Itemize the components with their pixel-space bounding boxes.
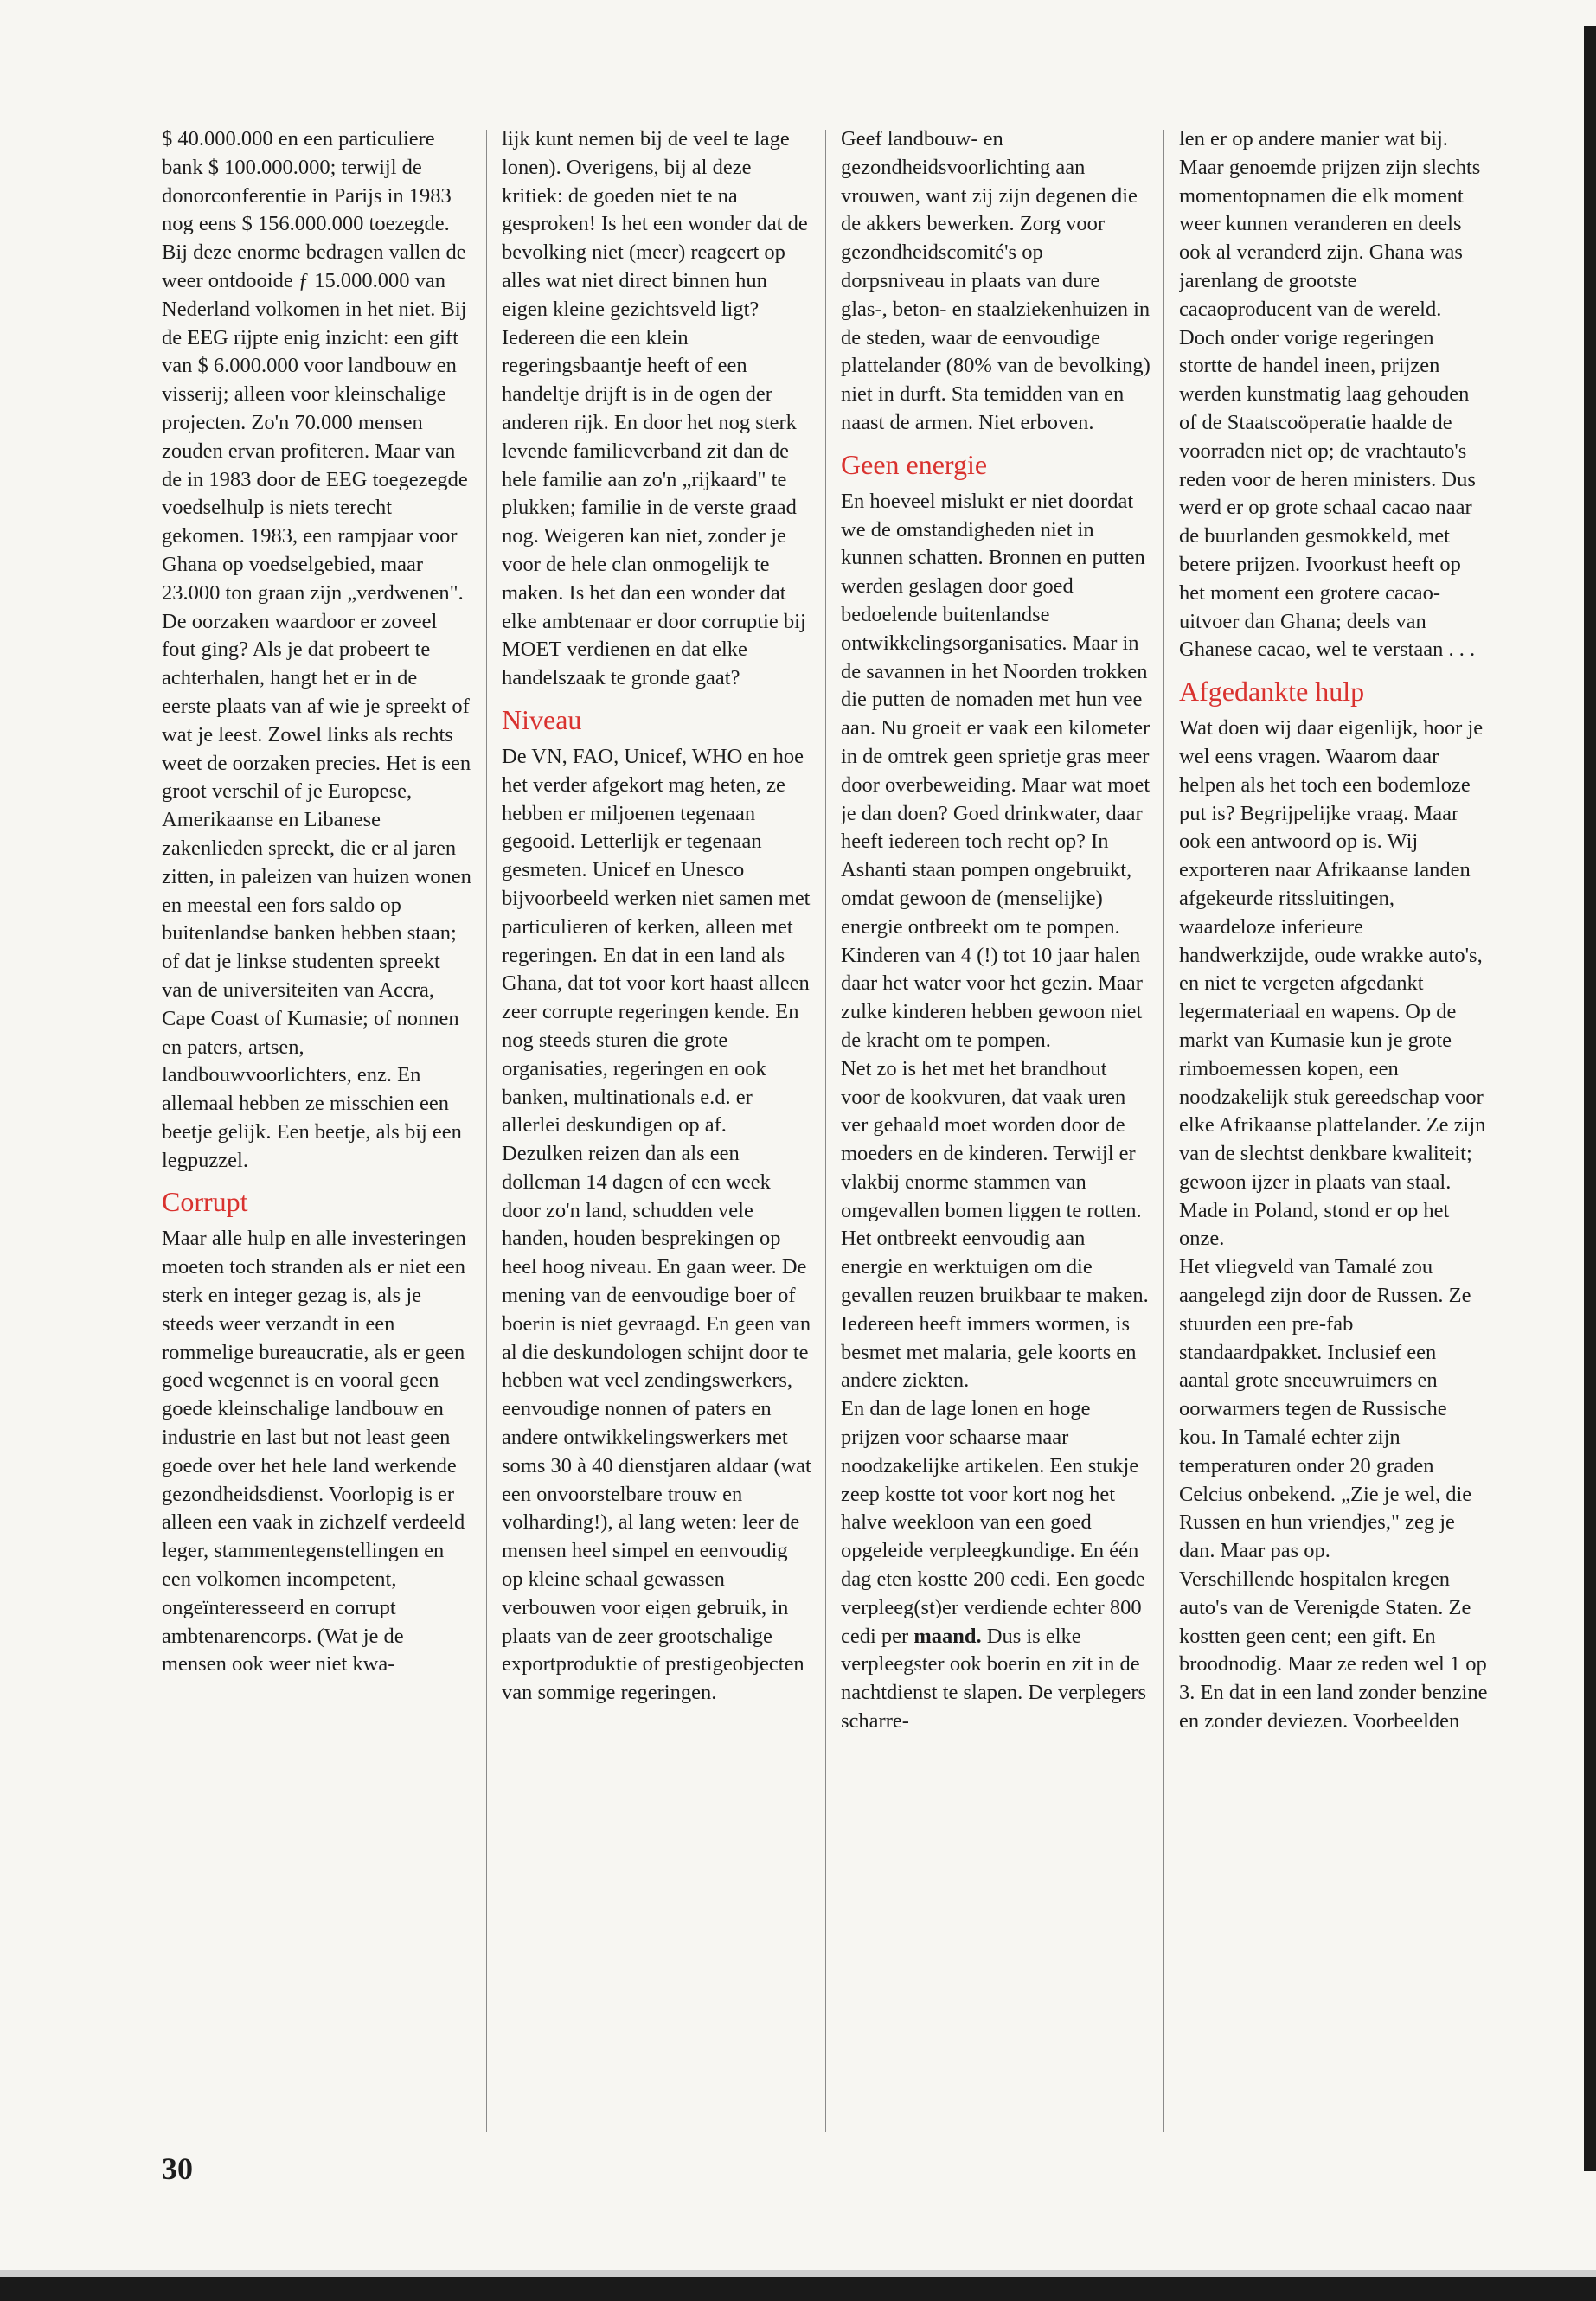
scan-edge-right xyxy=(1584,26,1596,2171)
bold-word: maand. xyxy=(913,1624,982,1648)
paragraph: Verschillende hospitalen kregen auto's van de Verenigde Staten. Ze kostten geen cent; een gift. En broodnodig. Maar ze reden wel 1 op 3. En dat in een land zonder benzine en zonder deviezen. Voorbeelden xyxy=(1179,1567,1488,1734)
section-heading-corrupt: Corrupt xyxy=(162,1186,248,1218)
paragraph: Maar alle hulp en alle investeringen moeten toch stranden als er niet een sterk en integer gezag is, als je steeds weer verzandt in een rommelige bureaucratie, als er geen goed wegennet is en vooral geen goede kleinschalige landbouw en industrie en last but not least geen goede over het hele land werkende gezondheidsdienst. Voorlopig is er alleen een vaak in zichzelf verdeeld leger, stammentegenstellingen en een volkomen incompetent, ongeïnteresseerd en corrupt ambtenarencorps. (Wat je de mensen ook weer niet kwa- xyxy=(162,1227,466,1676)
column-4 xyxy=(1179,125,1489,1736)
paragraph-text: Dus is elke verpleegster ook boerin en zit in de nachtdienst te slapen. De verplegers scharre- xyxy=(841,1624,1147,1734)
column-divider xyxy=(825,130,826,2132)
column-2 xyxy=(502,125,811,1708)
section-heading-geen-energie: Geen energie xyxy=(841,448,988,480)
scan-edge-bottom-light xyxy=(0,2270,1596,2277)
column-divider xyxy=(486,130,487,2132)
paragraph: En hoeveel mislukt er niet doordat we de omstandigheden niet in kunnen schatten. Bronnen en putten werden geslagen door goed bedoelende buitenlandse ontwikkelingsorganisaties. Maar in de savannen in het Noorden trokken die putten de nomaden met hun vee aan. Nu groeit er vaak een kilometer in de omtrek geen sprietje gras meer door overbeweiding. Maar wat moet je dan doen? Goed drinkwater, daar heeft iedereen toch recht op? In Ashanti staan pompen ongebruikt, omdat gewoon de (menselijke) energie ontbreekt om te pompen. Kinderen van 4 (!) tot 10 jaar halen daar het water voor het gezin. Maar zulke kinderen hebben gewoon niet de kracht om te pompen. xyxy=(841,489,1151,1052)
paragraph: Net zo is het met het brandhout voor de kookvuren, dat vaak uren ver gehaald moet worden door de moeders en de kinderen. Terwijl er vlakbij enorme stammen van omgevallen bomen liggen te rotten. Het ontbreekt eenvoudig aan energie en werktuigen om die gevallen reuzen bruikbaar te maken. Iedereen heeft immers wormen, is besmet met malaria, gele koorts en andere ziekten. xyxy=(841,1056,1149,1393)
column-3 xyxy=(841,125,1151,1736)
paragraph: Geef landbouw- en gezondheidsvoorlichting aan vrouwen, want zij zijn degenen die de akkers bewerken. Zorg voor gezondheidscomité's op dorpsniveau in plaats van dure glas-, beton- en staalziekenhuizen in de steden, waar de eenvoudige plattelander (80% van de bevolking) niet in durft. Sta temidden van en naast de armen. Niet erboven. xyxy=(841,127,1151,434)
paragraph-text: En dan de lage lonen en hoge prijzen voor schaarse maar noodzakelijke artikelen. Een stukje zeep kostte tot voor kort nog het halve weekloon van een goed opgeleide verpleegkundige. En één dag eten kostte 200 cedi. Een goede verpleeg(st)er verdiende echter 800 cedi per xyxy=(841,1397,1145,1648)
scan-edge-bottom xyxy=(0,2277,1596,2301)
paragraph: Het vliegveld van Tamalé zou aangelegd zijn door de Russen. Ze stuurden een pre-fab standaardpakket. Inclusief een aantal grote sneeuwruimers en oorwarmers tegen de Russische kou. In Tamalé echter zijn temperaturen onder 20 graden Celcius onbekend. „Zie je wel, die Russen en hun vriendjes," zeg je dan. Maar pas op. xyxy=(1179,1255,1472,1563)
section-heading-afgedankte-hulp: Afgedankte hulp xyxy=(1179,676,1365,708)
paragraph: len er op andere manier wat bij. Maar genoemde prijzen zijn slechts momentopnamen die elk moment weer kunnen veranderen en deels ook al veranderd zijn. Ghana was jarenlang de grootste cacaoproducent van de wereld. Doch onder vorige regeringen stortte de handel ineen, prijzen werden kunstmatig laag gehouden of de Staatscoöperatie haalde de voorraden niet op; de vrachtauto's reden voor de heren ministers. Dus werd er op grote schaal cacao naar de buurlanden gesmokkeld, met betere prijzen. Ivoorkust heeft op het moment een grotere cacao-uitvoer dan Ghana; deels van Ghanese cacao, wel te verstaan . . . xyxy=(1179,127,1481,662)
paragraph: lijk kunt nemen bij de veel te lage lonen). Overigens, bij al deze kritiek: de goeden niet te na gesproken! Is het een wonder dat de bevolking niet (meer) reageert op alles wat niet direct binnen hun eigen kleine gezichtsveld ligt? xyxy=(502,127,808,321)
paragraph xyxy=(841,1395,1151,1736)
page-number: 30 xyxy=(162,2151,193,2186)
paragraph: Wat doen wij daar eigenlijk, hoor je wel eens vragen. Waarom daar helpen als het toch een bodemloze put is? Begrijpelijke vraag. Maar ook een antwoord op is. Wij exporteren naar Afrikaanse landen afgekeurde ritssluitingen, waardeloze inferieure handwerkzijde, oude wrakke auto's, en niet te vergeten afgedankt legermateriaal en wapens. Op de markt van Kumasie kun je grote rimboemessen kopen, een noodzakelijk stuk gereedschap voor elke Afrikaanse plattelander. Ze zijn van de slechtst denkbare kwaliteit; gewoon ijzer in plaats van staal. Made in Poland, stond er op het onze. xyxy=(1179,716,1486,1251)
paragraph: De VN, FAO, Unicef, WHO en hoe het verder afgekort mag heten, ze hebben er miljoenen tegenaan gegooid. Letterlijk er tegenaan gesmeten. Unicef en Unesco bijvoorbeeld werken niet samen met particulieren of kerken, alleen met regeringen. En dat in een land als Ghana, dat tot voor kort haast alleen zeer corrupte regeringen kende. En nog steeds sturen die grote organisaties, regeringen en ook banken, multinationals e.d. er allerlei deskundigen op af. Dezulken reizen dan als een dolleman 14 dagen of een week door zo'n land, schudden vele handen, houden besprekingen op heel hoog niveau. En gaan weer. De mening van de eenvoudige boer of boerin is niet gevraagd. En geen van al die deskundologen schijnt door te hebben wat veel zendingswerkers, eenvoudige nonnen of paters en andere ontwikkelingswerkers met soms 30 à 40 dienstjaren aldaar (wat een onvoorstelbare trouw en volharding!), al lang weten: leer de mensen heel simpel en eenvoudig op kleine schaal gewassen verbouwen voor eigen gebruik, in plaats van de zeer grootschalige exportproduktie of prestigeobjecten van sommige regeringen. xyxy=(502,744,811,1705)
paragraph: $ 40.000.000 en een particuliere bank $ 100.000.000; terwijl de donorconferentie in Parijs in 1983 nog eens $ 156.000.000 toezegde. Bij deze enorme bedragen vallen de weer ontdooide ƒ 15.000.000 van Nederland volkomen in het niet. Bij de EEG rijpte enig inzicht: een gift van $ 6.000.000 voor landbouw en visserij; alleen voor kleinschalige projecten. Zo'n 70.000 mensen zouden ervan profiteren. Maar van de in 1983 door de EEG toegezegde voedselhulp is niets terecht gekomen. 1983, een rampjaar voor Ghana op voedselgebied, maar 23.000 ton graan zijn „verdwenen". De oorzaken waardoor er zoveel fout ging? Als je dat probeert te achterhalen, hangt het er in de eerste plaats van af wie je spreekt of wat je leest. Zowel links als rechts weet de oorzaken precies. Het is een groot verschil of je Europese, Amerikaanse en Libanese zakenlieden spreekt, die er al jaren zitten, in paleizen van huizen wonen en meestal een fors saldo op buitenlandse banken hebben staan; of dat je linkse studenten spreekt van de universiteiten van Accra, Cape Coast of Kumasie; of nonnen en paters, artsen, landbouwvoorlichters, enz. En allemaal hebben ze misschien een beetje gelijk. Een beetje, als bij een legpuzzel. xyxy=(162,127,471,1172)
column-1 xyxy=(162,125,471,1679)
section-heading-niveau: Niveau xyxy=(502,703,582,735)
column-divider xyxy=(1163,130,1164,2132)
paragraph: Iedereen die een klein regeringsbaantje heeft of een handeltje drijft is in de ogen der anderen rijk. En door het nog sterk levende familieverband zit dan de hele familie aan zo'n „rijkaard" te plukken; familie in de verste graad nog. Weigeren kan niet, zonder je voor de hele clan onmogelijk te maken. Is het dan een wonder dat elke ambtenaar er door corruptie bij MOET verdienen en dat elke handelszaak te gronde gaat? xyxy=(502,325,806,690)
